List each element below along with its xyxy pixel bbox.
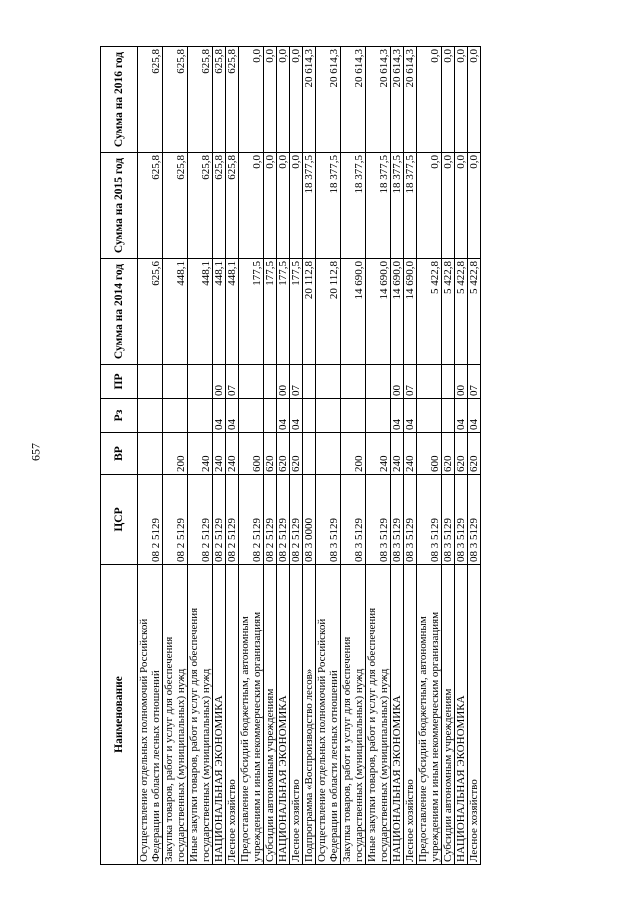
cell-csr: 08 2 5129 xyxy=(138,475,163,565)
cell-rz: 04 xyxy=(290,399,303,433)
header-sum-2015: Сумма на 2015 год xyxy=(101,153,138,259)
cell-rz xyxy=(264,399,277,433)
cell-name: Закупка товаров, работ и услуг для обеспечения государственных (муниципальных) нужд xyxy=(163,565,188,865)
cell-sum-2014: 448,1 xyxy=(163,259,188,365)
cell-sum-2016: 20 614,3 xyxy=(404,47,417,153)
table-row xyxy=(188,47,213,865)
budget-table-container xyxy=(100,47,530,865)
cell-pr: 00 xyxy=(213,365,226,399)
header-vr: ВР xyxy=(101,433,138,475)
cell-csr: 08 2 5129 xyxy=(213,475,226,565)
cell-sum-2014: 20 112,8 xyxy=(303,259,316,365)
table-row xyxy=(239,47,264,865)
table-row xyxy=(316,47,341,865)
cell-csr: 08 3 5129 xyxy=(341,475,366,565)
cell-rz xyxy=(341,399,366,433)
cell-sum-2015: 18 377,5 xyxy=(316,153,341,259)
cell-csr: 08 2 5129 xyxy=(226,475,239,565)
cell-sum-2014: 14 690,0 xyxy=(404,259,417,365)
cell-pr: 07 xyxy=(226,365,239,399)
cell-pr xyxy=(264,365,277,399)
cell-sum-2015: 18 377,5 xyxy=(391,153,404,259)
header-name: Наименование xyxy=(101,565,138,865)
cell-name: НАЦИОНАЛЬНАЯ ЭКОНОМИКА xyxy=(391,565,404,865)
cell-pr xyxy=(239,365,264,399)
cell-csr: 08 2 5129 xyxy=(264,475,277,565)
cell-vr: 240 xyxy=(188,433,213,475)
cell-sum-2016: 20 614,3 xyxy=(341,47,366,153)
cell-csr: 08 3 5129 xyxy=(442,475,455,565)
table-row xyxy=(138,47,163,865)
cell-vr: 620 xyxy=(442,433,455,475)
cell-rz xyxy=(316,399,341,433)
cell-name: Предоставление субсидий бюджетным, автономным учреждениям и иным некоммерческим организациям xyxy=(417,565,442,865)
cell-vr: 200 xyxy=(163,433,188,475)
cell-pr xyxy=(366,365,391,399)
cell-rz xyxy=(188,399,213,433)
cell-sum-2014: 177,5 xyxy=(239,259,264,365)
cell-name: Подпрограмма «Воспроизводство лесов» xyxy=(303,565,316,865)
header-sum-2016: Сумма на 2016 год xyxy=(101,47,138,153)
cell-sum-2014: 448,1 xyxy=(213,259,226,365)
cell-rz: 04 xyxy=(391,399,404,433)
cell-rz: 04 xyxy=(468,399,481,433)
cell-name: Осуществление отдельных полномочий Российской Федерации в области лесных отношений xyxy=(138,565,163,865)
cell-csr: 08 3 5129 xyxy=(455,475,468,565)
cell-sum-2014: 5 422,8 xyxy=(455,259,468,365)
table-row xyxy=(455,47,468,865)
cell-csr: 08 2 5129 xyxy=(188,475,213,565)
cell-rz xyxy=(303,399,316,433)
cell-sum-2015: 0,0 xyxy=(468,153,481,259)
cell-name: НАЦИОНАЛЬНАЯ ЭКОНОМИКА xyxy=(455,565,468,865)
cell-name: НАЦИОНАЛЬНАЯ ЭКОНОМИКА xyxy=(213,565,226,865)
cell-rz: 04 xyxy=(404,399,417,433)
cell-name: Иные закупки товаров, работ и услуг для обеспечения государственных (муниципальных) нужд xyxy=(188,565,213,865)
cell-sum-2016: 20 614,3 xyxy=(391,47,404,153)
cell-name: Субсидии автономным учреждениям xyxy=(442,565,455,865)
cell-sum-2014: 625,6 xyxy=(138,259,163,365)
cell-rz: 04 xyxy=(213,399,226,433)
table-row xyxy=(163,47,188,865)
cell-rz xyxy=(163,399,188,433)
cell-vr: 620 xyxy=(468,433,481,475)
cell-vr xyxy=(303,433,316,475)
header-sum-2014: Сумма на 2014 год xyxy=(101,259,138,365)
cell-csr: 08 3 5129 xyxy=(404,475,417,565)
cell-vr: 600 xyxy=(417,433,442,475)
table-row xyxy=(226,47,239,865)
cell-vr: 240 xyxy=(213,433,226,475)
header-pr: ПР xyxy=(101,365,138,399)
cell-sum-2015: 625,8 xyxy=(226,153,239,259)
cell-pr xyxy=(316,365,341,399)
cell-pr: 00 xyxy=(455,365,468,399)
cell-rz xyxy=(138,399,163,433)
cell-csr: 08 3 5129 xyxy=(316,475,341,565)
cell-sum-2015: 0,0 xyxy=(264,153,277,259)
table-row xyxy=(442,47,455,865)
cell-sum-2014: 177,5 xyxy=(277,259,290,365)
cell-pr: 07 xyxy=(404,365,417,399)
cell-sum-2014: 177,5 xyxy=(264,259,277,365)
cell-sum-2015: 0,0 xyxy=(239,153,264,259)
cell-pr: 00 xyxy=(391,365,404,399)
cell-pr: 00 xyxy=(277,365,290,399)
cell-vr: 620 xyxy=(290,433,303,475)
cell-sum-2014: 448,1 xyxy=(188,259,213,365)
cell-sum-2014: 5 422,8 xyxy=(442,259,455,365)
cell-sum-2015: 625,8 xyxy=(188,153,213,259)
cell-vr: 240 xyxy=(366,433,391,475)
cell-pr xyxy=(188,365,213,399)
cell-rz xyxy=(417,399,442,433)
cell-csr: 08 3 5129 xyxy=(391,475,404,565)
page-number: 657 xyxy=(28,443,43,461)
cell-vr: 200 xyxy=(341,433,366,475)
cell-rz: 04 xyxy=(277,399,290,433)
cell-vr: 240 xyxy=(404,433,417,475)
cell-sum-2014: 14 690,0 xyxy=(341,259,366,365)
cell-sum-2016: 20 614,3 xyxy=(303,47,316,153)
cell-rz: 04 xyxy=(226,399,239,433)
cell-vr: 620 xyxy=(277,433,290,475)
cell-sum-2015: 0,0 xyxy=(417,153,442,259)
cell-name: Иные закупки товаров, работ и услуг для обеспечения государственных (муниципальных) нужд xyxy=(366,565,391,865)
table-row xyxy=(264,47,277,865)
cell-sum-2014: 20 112,8 xyxy=(316,259,341,365)
cell-sum-2015: 0,0 xyxy=(442,153,455,259)
cell-name: Лесное хозяйство xyxy=(226,565,239,865)
cell-rz xyxy=(442,399,455,433)
cell-sum-2014: 5 422,8 xyxy=(468,259,481,365)
cell-pr: 07 xyxy=(290,365,303,399)
cell-vr: 620 xyxy=(455,433,468,475)
cell-csr: 08 2 5129 xyxy=(290,475,303,565)
cell-sum-2016: 0,0 xyxy=(277,47,290,153)
cell-sum-2016: 625,8 xyxy=(188,47,213,153)
cell-sum-2015: 0,0 xyxy=(455,153,468,259)
cell-csr: 08 2 5129 xyxy=(239,475,264,565)
cell-name: Осуществление отдельных полномочий Российской Федерации в области лесных отношений xyxy=(316,565,341,865)
cell-csr: 08 3 0000 xyxy=(303,475,316,565)
cell-sum-2015: 0,0 xyxy=(290,153,303,259)
cell-sum-2016: 625,8 xyxy=(163,47,188,153)
cell-sum-2015: 18 377,5 xyxy=(341,153,366,259)
cell-sum-2014: 14 690,0 xyxy=(366,259,391,365)
cell-name: Лесное хозяйство xyxy=(404,565,417,865)
cell-sum-2016: 20 614,3 xyxy=(366,47,391,153)
cell-pr xyxy=(303,365,316,399)
cell-rz xyxy=(366,399,391,433)
cell-sum-2014: 448,1 xyxy=(226,259,239,365)
cell-sum-2016: 625,8 xyxy=(138,47,163,153)
table-header-row xyxy=(101,47,138,865)
cell-sum-2016: 0,0 xyxy=(468,47,481,153)
cell-sum-2016: 20 614,3 xyxy=(316,47,341,153)
cell-csr: 08 3 5129 xyxy=(417,475,442,565)
cell-pr: 07 xyxy=(468,365,481,399)
cell-sum-2016: 0,0 xyxy=(417,47,442,153)
cell-sum-2015: 0,0 xyxy=(277,153,290,259)
cell-name: Лесное хозяйство xyxy=(290,565,303,865)
cell-sum-2014: 177,5 xyxy=(290,259,303,365)
cell-name: Закупка товаров, работ и услуг для обеспечения государственных (муниципальных) нужд xyxy=(341,565,366,865)
table-row xyxy=(404,47,417,865)
cell-csr: 08 3 5129 xyxy=(366,475,391,565)
table-row xyxy=(366,47,391,865)
table-row xyxy=(213,47,226,865)
cell-sum-2014: 5 422,8 xyxy=(417,259,442,365)
cell-sum-2016: 0,0 xyxy=(442,47,455,153)
cell-rz: 04 xyxy=(455,399,468,433)
cell-csr: 08 3 5129 xyxy=(468,475,481,565)
cell-sum-2014: 14 690,0 xyxy=(391,259,404,365)
cell-vr: 240 xyxy=(391,433,404,475)
table-row xyxy=(391,47,404,865)
cell-sum-2016: 625,8 xyxy=(226,47,239,153)
cell-name: Субсидии автономным учреждениям xyxy=(264,565,277,865)
table-row xyxy=(417,47,442,865)
cell-pr xyxy=(163,365,188,399)
cell-name: Предоставление субсидий бюджетным, автономным учреждениям и иным некоммерческим организациям xyxy=(239,565,264,865)
cell-vr xyxy=(138,433,163,475)
cell-vr xyxy=(316,433,341,475)
table-row xyxy=(468,47,481,865)
table-row xyxy=(303,47,316,865)
cell-sum-2016: 0,0 xyxy=(239,47,264,153)
cell-vr: 600 xyxy=(239,433,264,475)
cell-sum-2015: 625,8 xyxy=(213,153,226,259)
cell-sum-2016: 625,8 xyxy=(213,47,226,153)
budget-table xyxy=(100,46,481,865)
cell-sum-2015: 18 377,5 xyxy=(366,153,391,259)
cell-sum-2015: 18 377,5 xyxy=(303,153,316,259)
rotated-page-content xyxy=(100,47,530,865)
cell-sum-2015: 625,8 xyxy=(138,153,163,259)
cell-sum-2016: 0,0 xyxy=(264,47,277,153)
cell-csr: 08 2 5129 xyxy=(277,475,290,565)
cell-pr xyxy=(341,365,366,399)
table-row xyxy=(341,47,366,865)
table-row xyxy=(290,47,303,865)
cell-csr: 08 2 5129 xyxy=(163,475,188,565)
cell-sum-2015: 18 377,5 xyxy=(404,153,417,259)
cell-name: НАЦИОНАЛЬНАЯ ЭКОНОМИКА xyxy=(277,565,290,865)
table-body xyxy=(138,47,481,865)
cell-vr: 620 xyxy=(264,433,277,475)
table-row xyxy=(277,47,290,865)
header-rz: Рз xyxy=(101,399,138,433)
cell-sum-2016: 0,0 xyxy=(455,47,468,153)
cell-rz xyxy=(239,399,264,433)
cell-pr xyxy=(417,365,442,399)
cell-pr xyxy=(442,365,455,399)
cell-sum-2016: 0,0 xyxy=(290,47,303,153)
cell-vr: 240 xyxy=(226,433,239,475)
cell-sum-2015: 625,8 xyxy=(163,153,188,259)
cell-name: Лесное хозяйство xyxy=(468,565,481,865)
header-csr: ЦСР xyxy=(101,475,138,565)
cell-pr xyxy=(138,365,163,399)
